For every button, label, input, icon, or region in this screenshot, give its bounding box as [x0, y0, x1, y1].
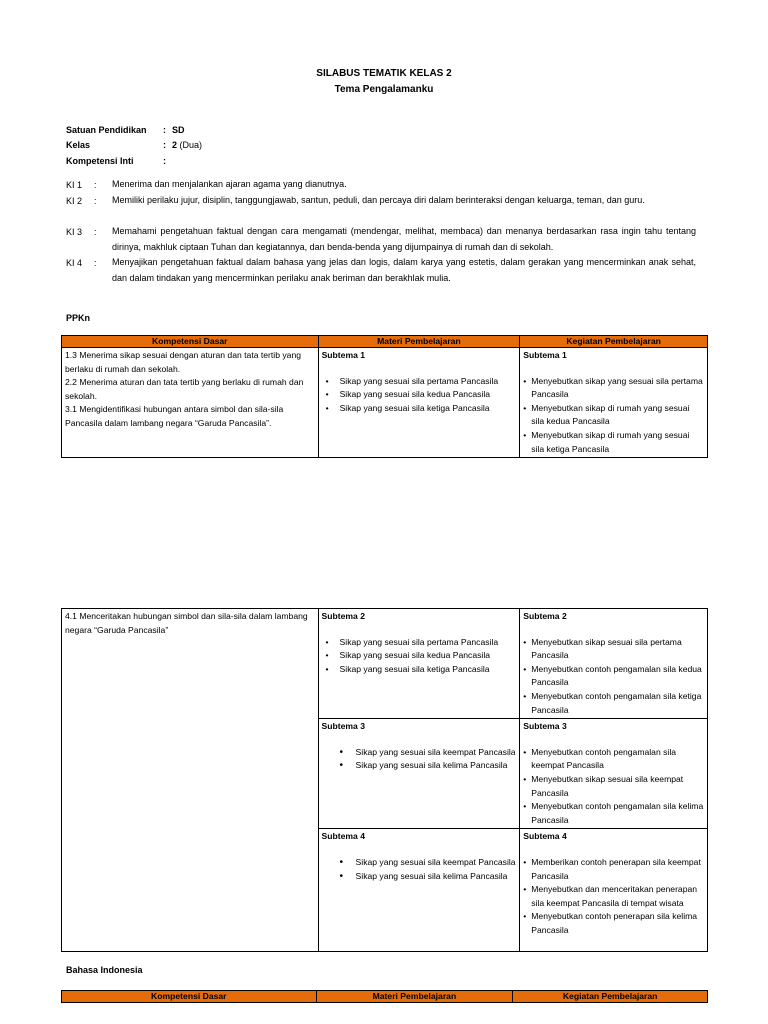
materi-cell [318, 719, 520, 829]
ki-code: KI 3 [66, 227, 83, 237]
list-item: • Menyebutkan sikap di rumah yang sesuai sila ketiga Pancasila [523, 429, 704, 456]
ki-text: Memiliki perilaku jujur, disiplin, tanggungjawab, santun, peduli, dan percaya diri dalam berinteraksi dengan keluarga, teman, dan guru. [112, 195, 645, 205]
ki-text: Menyajikan pengetahuan faktual dalam bahasa yang jelas dan logis, dalam karya yang estetis, dalam gerakan yang mencerminkan anak sehat, dan dalam tindakan yang mencerminkan perilaku anak beriman dan berakhlak mulia. [112, 257, 696, 283]
ppkn-table [61, 335, 708, 458]
kegiatan-cell [520, 348, 708, 458]
materi-cell [318, 609, 520, 719]
column-header: Materi Pembelajaran [318, 336, 520, 348]
ki-colon: : [163, 156, 166, 166]
materi-cell [318, 348, 520, 458]
satuan-label: Satuan Pendidikan [66, 125, 147, 135]
column-header: Kegiatan Pembelajaran [513, 991, 708, 1003]
ppkn-heading: PPKn [66, 313, 91, 323]
column-header: Kompetensi Dasar [62, 336, 319, 348]
list-item: • Sikap yang sesuai sila ketiga Pancasila [322, 402, 517, 416]
subtema-label: Subtema 4 [523, 831, 567, 842]
list-item: • Sikap yang sesuai sila ketiga Pancasila [322, 663, 517, 677]
kelas-label: Kelas [66, 140, 91, 150]
list-item: • Sikap yang sesuai sila pertama Pancasila [322, 636, 517, 650]
kegiatan-list [523, 375, 704, 457]
materi-list [322, 856, 517, 883]
ki-text: Memahami pengetahuan faktual dengan cara mengamati (mendengar, melihat, membaca) dan menanya berdasarkan rasa ingin tahu tentang dirinya, makhluk ciptaan Tuhan dan kegiatannya, dan benda-benda yang dijumpainya di rumah dan di sekolah. [112, 226, 696, 252]
subtema-label: Subtema 1 [523, 350, 567, 360]
column-header: Kegiatan Pembelajaran [520, 336, 708, 348]
list-item: • Sikap yang sesuai sila kedua Pancasila [322, 388, 517, 402]
bindo-table [61, 990, 708, 1003]
list-item: • Menyebutkan sikap yang sesuai sila pertama Pancasila [523, 375, 704, 402]
subtema-label: Subtema 4 [321, 831, 366, 842]
column-header: Kompetensi Dasar [62, 991, 317, 1003]
kd-item: 3.1 Mengidentifikasi hubungan antara simbol dan sila-sila Pancasila dalam lambang negara “Garuda Pancasila”. [65, 404, 284, 428]
ki-colon: : [94, 196, 97, 206]
list-item: • Menyebutkan contoh pengamalan sila keempat Pancasila [523, 746, 704, 773]
kegiatan-cell [520, 829, 708, 952]
kegiatan-list [523, 856, 704, 938]
ki-text: Menerima dan menjalankan ajaran agama yang dianutnya. [112, 179, 347, 189]
subtema-label: Subtema 3 [321, 721, 366, 732]
kegiatan-list [523, 746, 704, 828]
materi-cell [318, 829, 520, 952]
list-item: • Memberikan contoh penerapan sila keempat Pancasila [523, 856, 704, 883]
list-item: • Sikap yang sesuai sila kedua Pancasila [322, 649, 517, 663]
kegiatan-cell [520, 609, 708, 719]
materi-list [322, 375, 517, 416]
column-header: Materi Pembelajaran [316, 991, 513, 1003]
materi-list [322, 636, 517, 677]
satuan-colon: : [163, 125, 166, 135]
satuan-value: SD [172, 125, 185, 135]
ppkn-table-continued [61, 608, 708, 952]
ki-code: KI 1 [66, 180, 83, 190]
ki-code: KI 4 [66, 258, 83, 268]
kegiatan-cell [520, 719, 708, 829]
ki-colon: : [94, 227, 97, 237]
kd-item: 1.3 Menerima sikap sesuai dengan aturan dan tata tertib yang berlaku di rumah dan sekolah. [65, 350, 302, 374]
kd-cell [62, 348, 319, 458]
ki-colon: : [94, 180, 97, 190]
ki-code: KI 2 [66, 196, 83, 206]
subtema-label: Subtema 2 [523, 611, 567, 621]
kelas-value: 2 (Dua) [172, 140, 203, 150]
kd-item: 2.2 Menerima aturan dan tata tertib yang berlaku di rumah dan sekolah. [65, 377, 304, 401]
list-item: • Sikap yang sesuai sila kelima Pancasila [322, 759, 517, 773]
list-item: • Sikap yang sesuai sila pertama Pancasila [322, 375, 517, 389]
list-item: • Menyebutkan sikap di rumah yang sesuai sila kedua Pancasila [523, 402, 704, 429]
ki-label: Kompetensi Inti [66, 156, 134, 166]
list-item: • Sikap yang sesuai sila keempat Pancasila [322, 746, 517, 760]
list-item: • Sikap yang sesuai sila keempat Pancasila [322, 856, 517, 870]
page-title: SILABUS TEMATIK KELAS 2 [316, 68, 452, 79]
list-item: • Menyebutkan contoh pengamalan sila ketiga Pancasila [523, 690, 704, 717]
bindo-heading: Bahasa Indonesia [66, 965, 143, 975]
page-subtitle: Tema Pengalamanku [334, 84, 434, 95]
list-item: • Sikap yang sesuai sila kelima Pancasila [322, 870, 517, 884]
list-item: • Menyebutkan contoh penerapan sila kelima Pancasila [523, 910, 704, 937]
list-item: • Menyebutkan sikap sesuai sila pertama Pancasila [523, 636, 704, 663]
kegiatan-list [523, 636, 704, 718]
kd-cell: 4.1 Menceritakan hubungan simbol dan sila-sila dalam lambang negara “Garuda Pancasila” [62, 609, 319, 952]
subtema-label: Subtema 3 [523, 721, 567, 732]
list-item: • Menyebutkan dan menceritakan penerapan sila keempat Pancasila di tempat wisata [523, 883, 704, 910]
list-item: • Menyebutkan sikap sesuai sila keempat Pancasila [523, 773, 704, 800]
ki-colon: : [94, 258, 97, 268]
kelas-colon: : [163, 140, 166, 150]
subtema-label: Subtema 1 [321, 350, 366, 360]
list-item: • Menyebutkan contoh pengamalan sila kelima Pancasila [523, 800, 704, 827]
list-item: • Menyebutkan contoh pengamalan sila kedua Pancasila [523, 663, 704, 690]
subtema-label: Subtema 2 [321, 611, 366, 621]
materi-list [322, 746, 517, 773]
